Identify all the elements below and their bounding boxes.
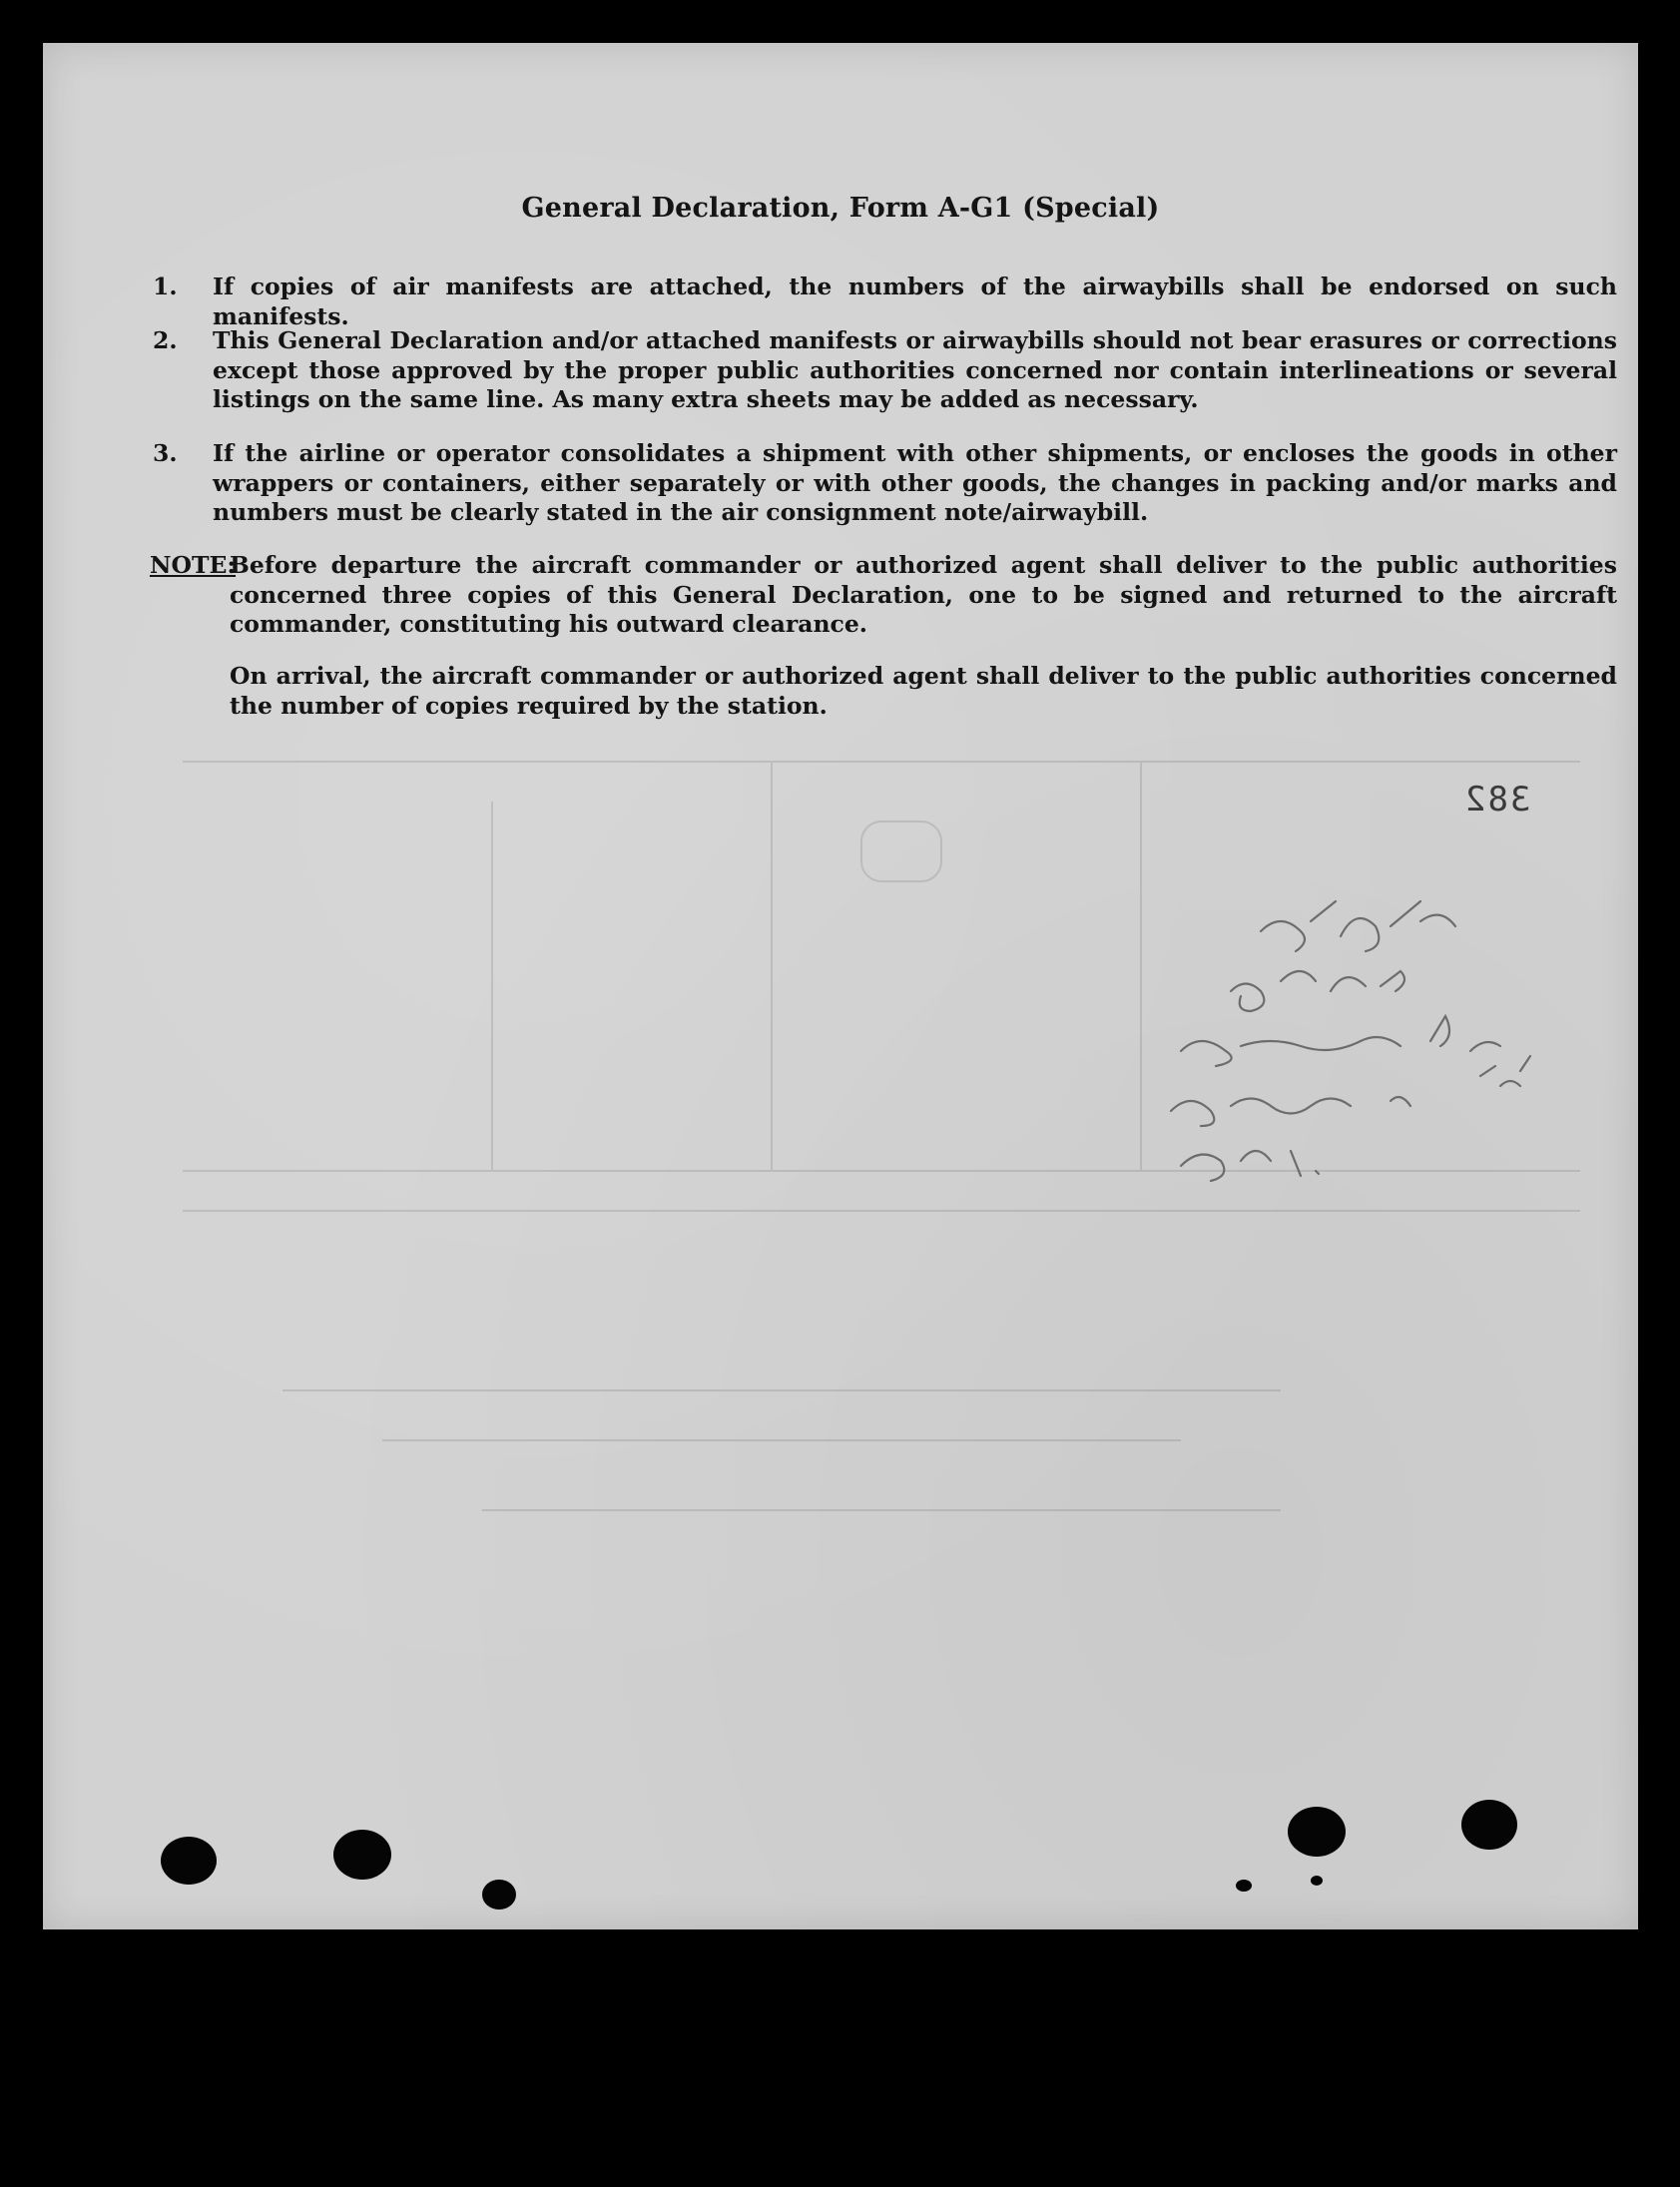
note-text: Before departure the aircraft commander or authorized agent shall deliver to the public authorities concerned three copies of this General Declaration, one to be signed and returned to the aircraft commander, constituting his outward clearance. bbox=[230, 551, 1617, 638]
instruction-item-3 bbox=[153, 439, 1617, 528]
note-label: NOTE: bbox=[150, 551, 237, 579]
item-text: This General Declaration and/or attached manifests or airwaybills should not bear erasures or corrections except those approved by the proper public authorities concerned nor contain interlineations or several listings on the same line. As many extra sheets may be added as necessary. bbox=[213, 326, 1617, 413]
punch-hole bbox=[161, 1837, 217, 1885]
stamp-number: 382 bbox=[1463, 780, 1531, 820]
punch-hole bbox=[1236, 1880, 1252, 1892]
punch-hole bbox=[333, 1830, 391, 1880]
document-title: General Declaration, Form A-G1 (Special) bbox=[521, 193, 1160, 224]
punch-hole bbox=[1288, 1807, 1346, 1857]
instruction-item-1 bbox=[153, 273, 1617, 331]
punch-hole bbox=[1311, 1876, 1323, 1886]
item-text: If the airline or operator consolidates a shipment with other shipments, or encloses the goods in other wrappers or containers, either separately or with other goods, the changes in packing and/or marks and numbers must be clearly stated in the air consignment note/airwaybill. bbox=[213, 439, 1617, 526]
punch-hole bbox=[1461, 1800, 1517, 1850]
note-section bbox=[150, 551, 1617, 640]
item-number: 2. bbox=[153, 326, 178, 354]
item-number: 1. bbox=[153, 273, 178, 300]
punch-hole bbox=[482, 1880, 516, 1910]
handwritten-pencil-notes bbox=[1141, 861, 1660, 1221]
item-text: If copies of air manifests are attached, the numbers of the airwaybills shall be endorsed on such manifests. bbox=[213, 273, 1617, 330]
arrival-note-text: On arrival, the aircraft commander or authorized agent shall deliver to the public authorities concerned the number of copies required by the station. bbox=[230, 662, 1617, 720]
item-number: 3. bbox=[153, 439, 178, 467]
document-page bbox=[43, 43, 1638, 1929]
instruction-item-2 bbox=[153, 326, 1617, 415]
